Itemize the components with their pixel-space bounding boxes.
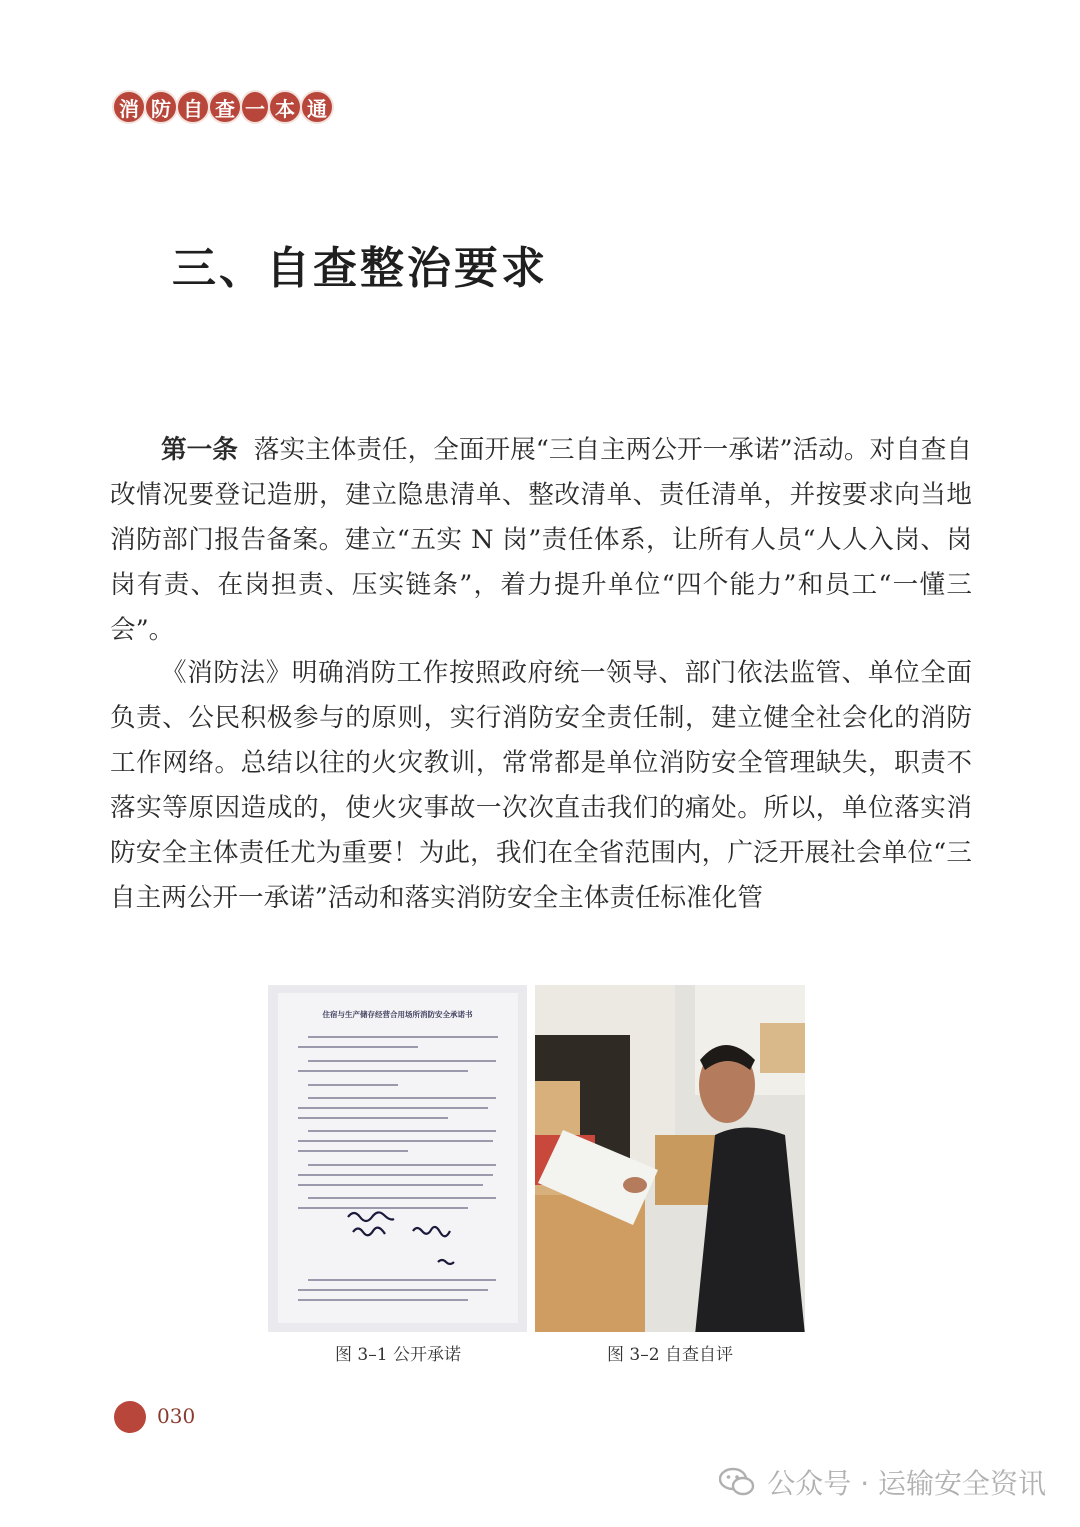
- watermark-text: 公众号 · 运输安全资讯: [767, 1467, 1046, 1500]
- paragraph-2-text: 《消防法》明确消防工作按照政府统一领导、部门依法监管、单位全面负责、公民积极参与的原则，实行消防安全责任制，建立健全社会化的消防工作网络。总结以往的火灾教训，常常都是单位消防安全管理缺失，职责不落实等原因造成的，使火灾事故一次次直击我们的痛处。所以，单位落实消防安全主体责任尤为重要！为此，我们在全省范围内，广泛开展社会单位“三自主两公开一承诺”活动和落实消防安全主体责任标准化管: [110, 658, 972, 913]
- header-char: 本: [268, 90, 302, 124]
- watermark: [719, 1462, 1046, 1502]
- document-photo-illustration: [268, 985, 527, 1332]
- header-char: 防: [144, 90, 178, 124]
- book-header-logo: [112, 88, 332, 126]
- figure-caption-1: 图 3–1 公开承诺: [335, 1345, 461, 1365]
- inspection-photo-illustration: [535, 985, 805, 1332]
- article-lead: 第一条: [161, 435, 238, 465]
- header-char: 消: [112, 90, 146, 124]
- header-char: 通: [300, 90, 334, 124]
- document-title: 住宿与生产储存经营合用场所消防安全承诺书: [322, 1010, 473, 1019]
- wechat-icon: [719, 1467, 755, 1497]
- paragraph-1-text: 落实主体责任，全面开展“三自主两公开一承诺”活动。对自查自改情况要登记造册，建立隐患清单、整改清单、责任清单，并按要求向当地消防部门报告备案。建立“五实 N 岗”责任体系，让所有人员“人人入岗、岗岗有责、在岗担责、压实链条”，着力提升单位“四个能力”和员工“一懂三会”。: [110, 435, 972, 645]
- page-number: 030: [157, 1404, 196, 1428]
- page-number-dot: [114, 1401, 146, 1433]
- header-char: 一: [240, 90, 270, 124]
- section-title: 三、自查整治要求: [172, 243, 548, 294]
- figure-commitment-document-photo: [268, 985, 527, 1332]
- header-char: 自: [176, 90, 210, 124]
- header-char: 查: [208, 90, 242, 124]
- figure-self-inspection-photo: [535, 985, 805, 1332]
- figure-caption-2: 图 3–2 自查自评: [607, 1345, 733, 1365]
- paragraph-1: [110, 428, 972, 653]
- paragraph-2: [110, 651, 972, 921]
